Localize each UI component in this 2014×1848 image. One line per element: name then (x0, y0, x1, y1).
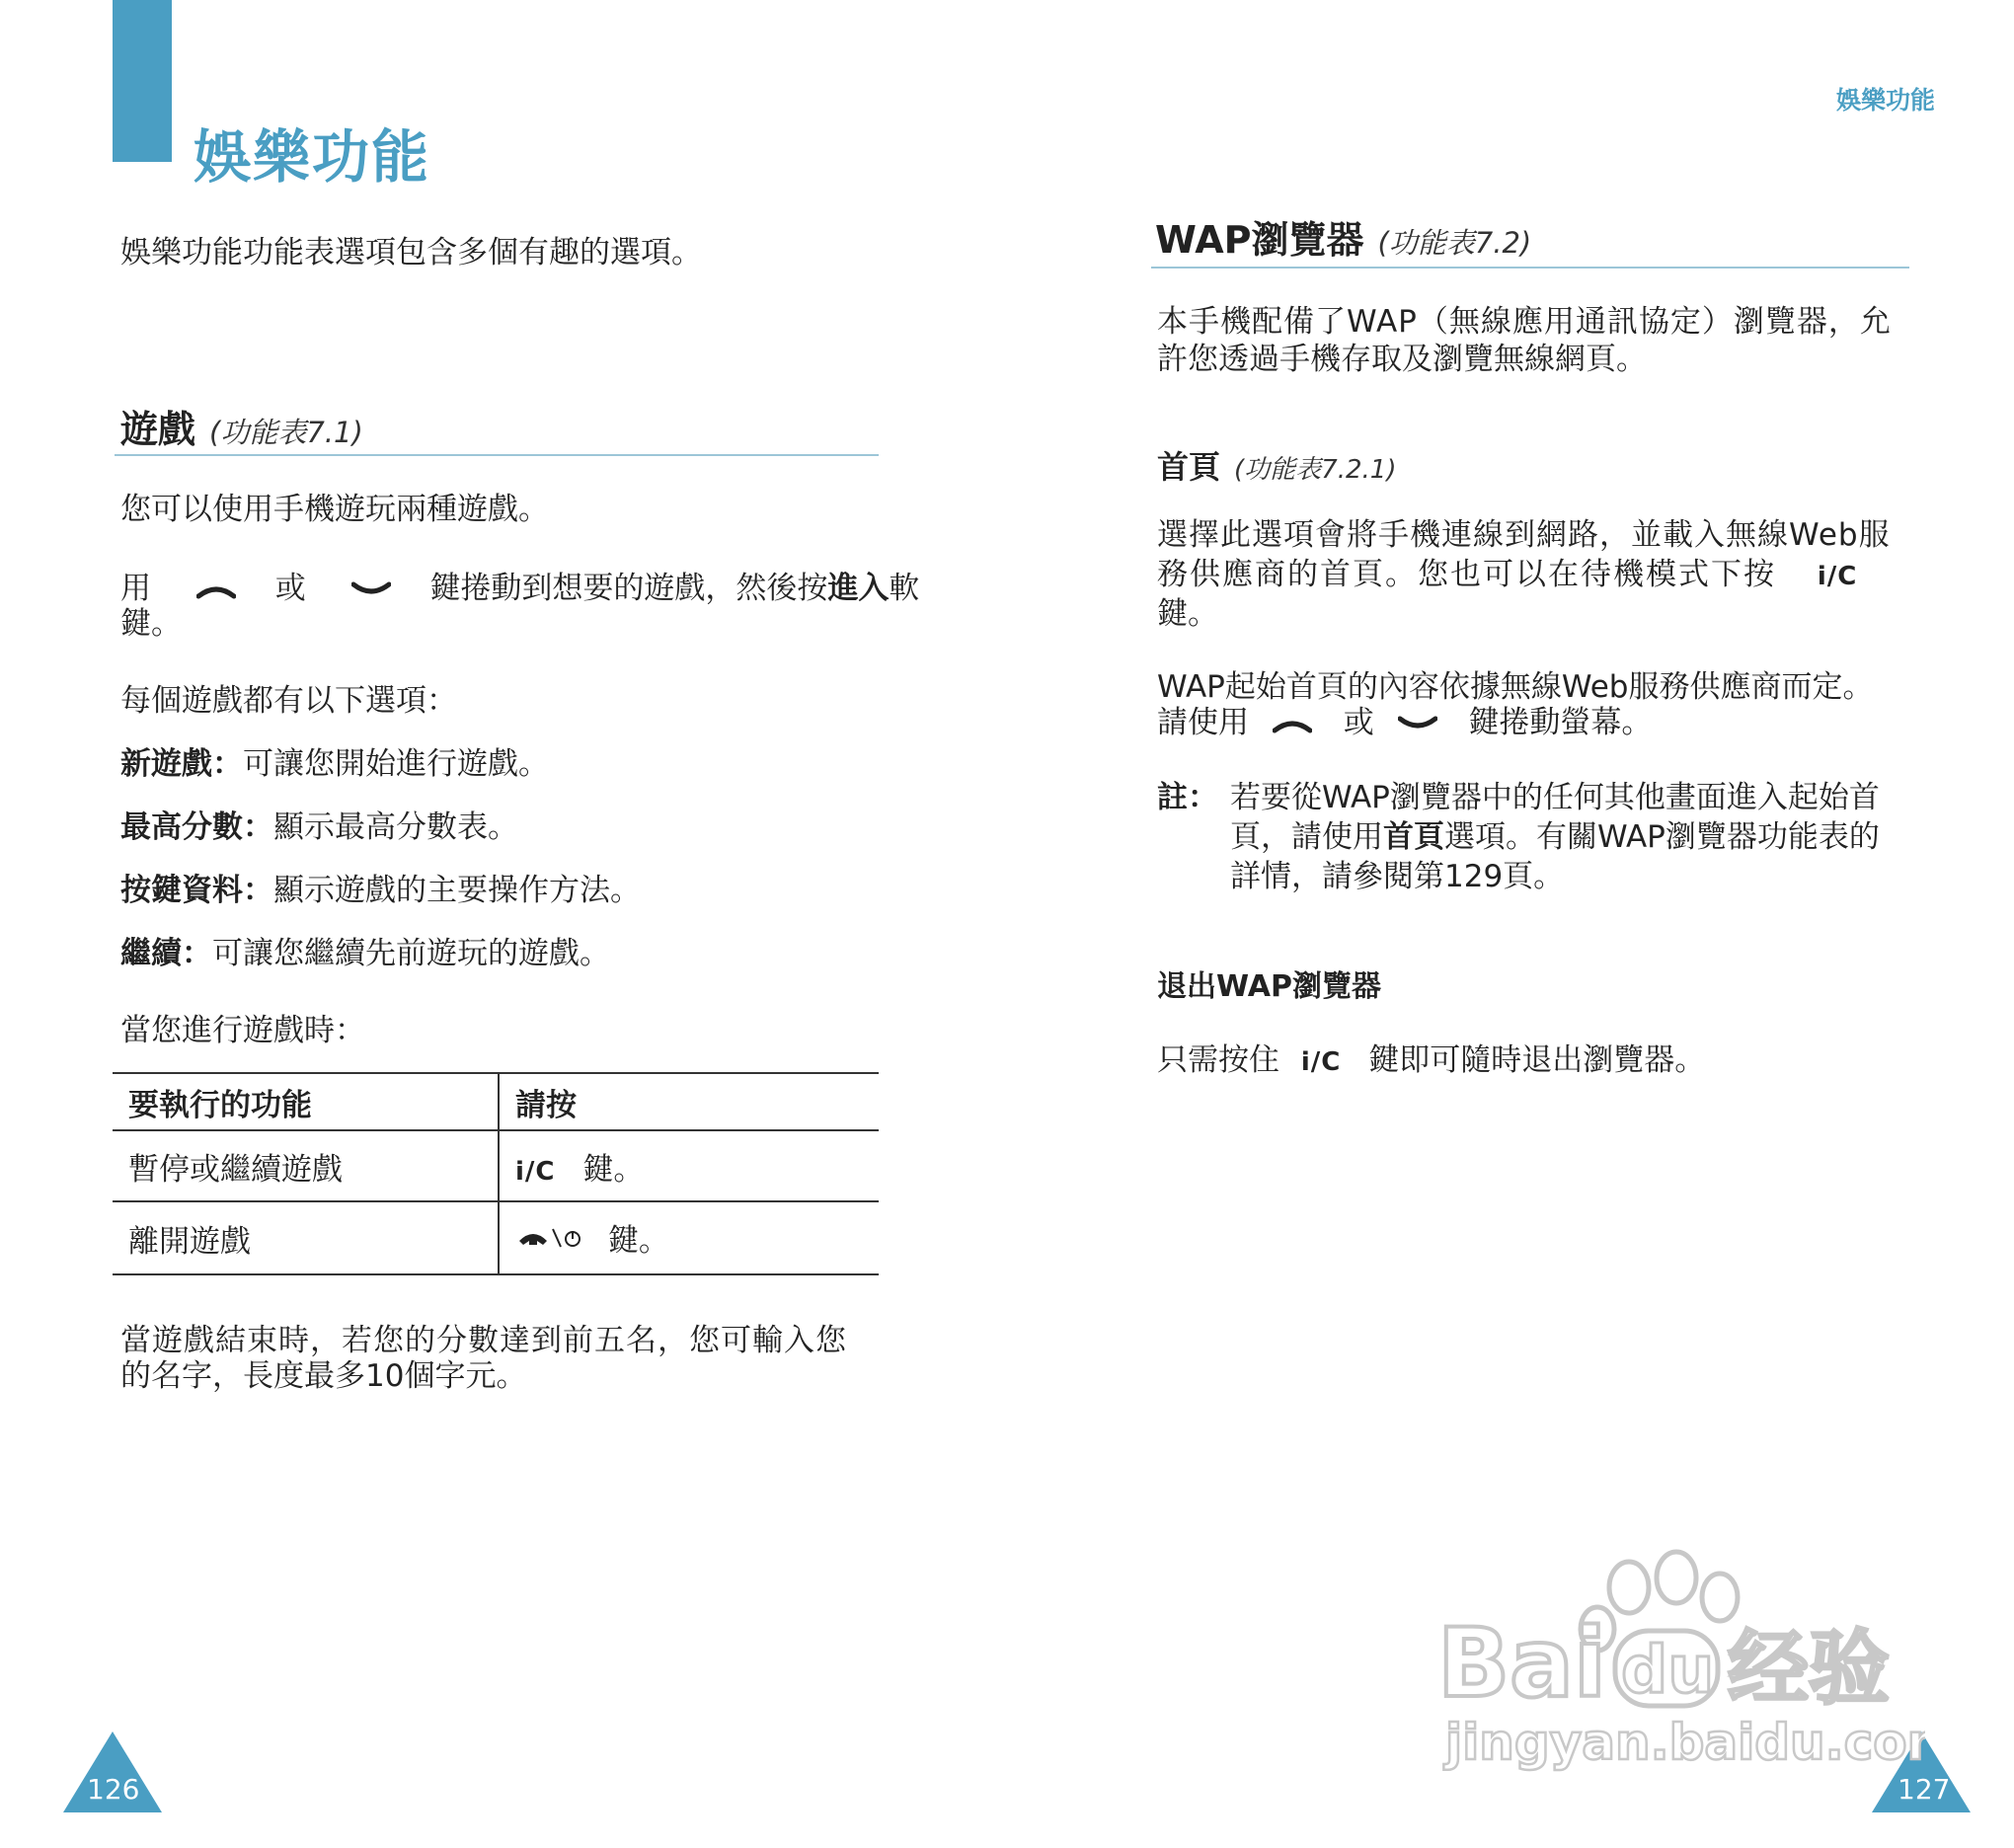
table-cell-function: 暫停或繼續遊戲 (113, 1130, 499, 1201)
wap-section-rule (1151, 267, 1909, 269)
scroll-up-key-icon (196, 571, 236, 610)
clear-key-icon: i/C (1817, 562, 1858, 591)
scroll-down-key-icon (351, 571, 391, 610)
game-end-line-2: 的名字，長度最多10個字元。 (120, 1358, 527, 1394)
wap-section-heading (1155, 209, 1531, 264)
running-header: 娛樂功能 (1835, 86, 1935, 115)
table-cell-key: 鍵。 (499, 1201, 879, 1274)
exit-section-title: 退出WAP瀏覽器 (1157, 969, 1381, 1004)
home-para-1-line-2: 務供應商的首頁。您也可以在待機模式下按 i/C (1157, 557, 1858, 592)
watermark-url: jingyan.baidu.com (1445, 1714, 1925, 1771)
table-header-press: 請按 (499, 1073, 879, 1130)
chapter-accent-bar (113, 0, 172, 162)
chapter-intro: 娛樂功能功能表選項包含多個有趣的選項。 (120, 235, 702, 270)
home-menu-ref: (功能表7.2.1) (1234, 455, 1397, 485)
wap-menu-ref: (功能表7.2) (1377, 226, 1532, 260)
games-para-2-cont: 鍵。 (120, 606, 182, 642)
scroll-down-key-icon (1398, 705, 1437, 744)
note-line-1: 若要從WAP瀏覽器中的任何其他畫面進入起始首 (1230, 780, 1880, 815)
table-header-function: 要執行的功能 (113, 1073, 499, 1130)
baidu-watermark (1432, 1548, 1925, 1775)
watermark-brand-a: Bai (1437, 1608, 1606, 1719)
end-power-key-icon (515, 1225, 582, 1261)
table-header-row (113, 1073, 879, 1130)
exit-para: 只需按住 i/C 鍵即可隨時退出瀏覽器。 (1157, 1042, 1706, 1078)
option-item: 新遊戲：可讓您開始進行遊戲。 (120, 746, 549, 782)
baidu-paw-logo-icon (1432, 1548, 1925, 1775)
home-para-1-line-1: 選擇此選項會將手機連線到網路，並載入無線Web服 (1157, 517, 1891, 553)
wap-para-line-1: 本手機配備了WAP（無線應用通訊協定）瀏覽器，允 (1157, 304, 1892, 340)
while-playing-intro: 當您進行遊戲時： (120, 1013, 365, 1048)
scroll-up-key-icon (1273, 705, 1312, 744)
games-menu-ref: (功能表7.1) (209, 416, 363, 449)
note-line-3: 詳情，請參閱第129頁。 (1230, 859, 1565, 894)
note-label: 註： (1157, 780, 1218, 815)
games-para-1: 您可以使用手機遊玩兩種遊戲。 (120, 492, 549, 527)
clear-key-icon: i/C (515, 1156, 556, 1187)
option-item: 最高分數：顯示最高分數表。 (120, 809, 518, 845)
home-section-title: 首頁 (1157, 448, 1221, 486)
page-number-right: 127 (1898, 1773, 1951, 1806)
wap-section-title: WAP瀏覽器 (1155, 218, 1364, 262)
home-para-2-line-1: WAP起始首頁的內容依據無線Web服務供應商而定。 (1157, 669, 1874, 705)
table-row (113, 1201, 879, 1274)
game-end-line-1: 當遊戲結束時，若您的分數達到前五名，您可輸入您 (120, 1323, 847, 1358)
home-para-1-line-3: 鍵。 (1157, 596, 1218, 632)
table-cell-key: i/C 鍵。 (499, 1130, 879, 1201)
option-item: 繼續：可讓您繼續先前遊玩的遊戲。 (120, 936, 610, 971)
games-section-rule (115, 454, 879, 456)
game-controls-table (113, 1072, 879, 1275)
games-para-2: 用 或 鍵捲動到想要的遊戲，然後按進入軟 (120, 569, 891, 610)
note-line-2: 頁，請使用首頁選項。有關WAP瀏覽器功能表的 (1230, 819, 1880, 855)
table-cell-function: 離開遊戲 (113, 1201, 499, 1274)
home-para-2-line-2: 請使用 或 鍵捲動螢幕。 (1157, 703, 1652, 744)
option-item: 按鍵資料：顯示遊戲的主要操作方法。 (120, 873, 641, 908)
wap-para-line-2: 許您透過手機存取及瀏覽無線網頁。 (1157, 342, 1647, 377)
games-section-title: 遊戲 (120, 408, 196, 451)
options-intro: 每個遊戲都有以下選項： (120, 683, 457, 719)
chapter-title: 娛樂功能 (194, 123, 431, 191)
watermark-brand-b: du (1621, 1632, 1715, 1708)
table-row (113, 1130, 879, 1201)
clear-key-icon: i/C (1300, 1047, 1342, 1077)
home-section-heading (1157, 442, 1396, 488)
page-number-left: 126 (87, 1773, 140, 1806)
watermark-brand-cn: 经验 (1728, 1622, 1891, 1716)
games-section-heading (120, 399, 363, 453)
